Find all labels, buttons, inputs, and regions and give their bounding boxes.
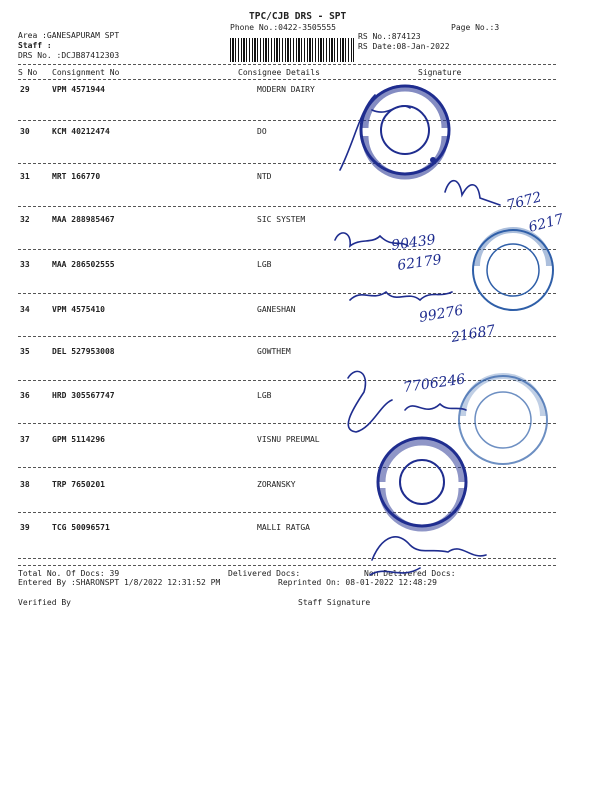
- row-consignee: LGB: [257, 391, 272, 400]
- row-sno: 35: [20, 347, 30, 356]
- row-sno: 39: [20, 523, 30, 532]
- row-consignee: NTD: [257, 172, 272, 181]
- project-security-stamp: [459, 376, 547, 464]
- row-consignee: MODERN DAIRY: [257, 85, 315, 94]
- signature-row-31: [445, 181, 500, 205]
- signature-row-36: [348, 371, 392, 432]
- staff-signature: Staff Signature: [298, 598, 371, 607]
- rs-number: RS No.:874123: [358, 32, 421, 41]
- modern-dairy-stamp: [361, 86, 449, 176]
- reprinted-on: Reprinted On: 08-01-2022 12:48:29: [278, 578, 437, 587]
- handwritten-numbers: [390, 189, 565, 396]
- handwritten-number: 21687: [449, 322, 497, 346]
- row-consignee: SIC SYSTEM: [257, 215, 306, 224]
- row-consignment: TRP 7650201: [52, 480, 105, 489]
- handwritten-number: 99276: [417, 302, 465, 326]
- row-consignment: KCM 40212474: [52, 127, 110, 136]
- row-sno: 33: [20, 260, 30, 269]
- handwritten-number: 7706246: [402, 371, 467, 396]
- total-docs: Total No. Of Docs: 39: [18, 569, 120, 578]
- signature-row-34: [350, 292, 452, 300]
- handwritten-number: 90439: [390, 231, 437, 254]
- row-consignment: MAA 286502555: [52, 260, 115, 269]
- row-consignment: DEL 527953008: [52, 347, 115, 356]
- row-sno: 29: [20, 85, 30, 94]
- page-number: Page No.:3: [451, 23, 500, 32]
- row-consignment: MRT 166770: [52, 172, 101, 181]
- row-consignee: GOWTHEM: [257, 347, 291, 356]
- row-consignee: VISNU PREUMAL: [257, 435, 320, 444]
- drs-number: DRS No. :DCJB87412303: [18, 51, 120, 60]
- row-consignee: MALLI RATGA: [257, 523, 310, 532]
- row-consignment: VPM 4575410: [52, 305, 105, 314]
- row-consignment: GPM 5114296: [52, 435, 105, 444]
- col-signature: Signature: [418, 68, 462, 77]
- row-sno: 32: [20, 215, 30, 224]
- row-sno: 31: [20, 172, 30, 181]
- row-consignment: VPM 4571944: [52, 85, 105, 94]
- row-consignee: DO: [257, 127, 267, 136]
- row-sno: 38: [20, 480, 30, 489]
- entered-by: Entered By :SHARONSPT 1/8/2022 12:31:52 PM: [18, 578, 221, 587]
- row-consignee: LGB: [257, 260, 272, 269]
- row-sno: 37: [20, 435, 30, 444]
- col-sno: S No: [18, 68, 38, 77]
- row-consignee: ZORANSKY: [257, 480, 296, 489]
- project-security-stamp: [473, 230, 553, 310]
- area-field: Area :GANESAPURAM SPT: [18, 31, 120, 40]
- row-sno: 34: [20, 305, 30, 314]
- phone-number: Phone No.:0422-3505555: [230, 23, 336, 32]
- document-title: TPC/CJB DRS - SPT: [249, 11, 347, 22]
- col-consignee: Consignee Details: [238, 68, 320, 77]
- delivered-docs: Delivered Docs:: [228, 569, 301, 578]
- handwritten-number: 7672: [504, 189, 544, 214]
- row-consignment: MAA 288985467: [52, 215, 115, 224]
- row-consignee: GANESHAN: [257, 305, 296, 314]
- row-sno: 30: [20, 127, 30, 136]
- row-sno: 36: [20, 391, 30, 400]
- rs-date: RS Date:08-Jan-2022: [358, 42, 450, 51]
- signature-row-36b: [405, 404, 466, 410]
- handwritten-number: 62179: [396, 251, 443, 274]
- staff-field: Staff :: [18, 41, 52, 50]
- row-consignment: TCG 50096571: [52, 523, 110, 532]
- zhoransky-stamp: [378, 438, 466, 528]
- signature-row-39: [370, 537, 486, 575]
- non-delivered-docs: Non Delivered Docs:: [364, 569, 456, 578]
- verified-by: Verified By: [18, 598, 71, 607]
- handwritten-number: 6217: [526, 211, 566, 236]
- row-consignment: HRD 305567747: [52, 391, 115, 400]
- col-consignment: Consignment No: [52, 68, 120, 77]
